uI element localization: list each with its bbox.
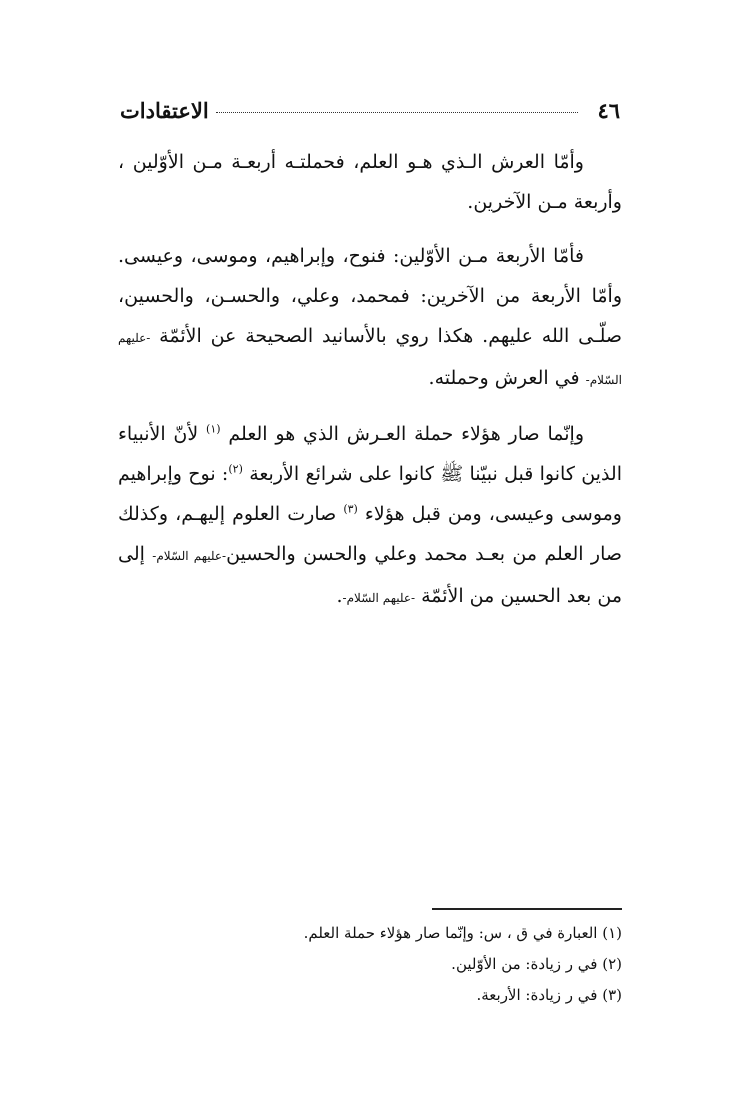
paragraph-3-text-c: كانوا على شرائع الأربعة [242, 463, 441, 485]
page-header [120, 96, 620, 132]
paragraph-2-text-b: في العرش وحملته. [428, 367, 586, 389]
paragraph-3-text-g: . [336, 585, 343, 607]
main-text [118, 142, 622, 632]
paragraph-3-text-d: : نوح وإبراهيم وموسى وعيسى، ومن قبل هؤلاء [118, 463, 622, 525]
paragraph-2 [118, 236, 622, 400]
paragraph-3-text-f: إلى من بعد الحسين من الأئمّة [118, 543, 622, 607]
footnote-separator [432, 908, 622, 910]
header-dotted-leader [216, 112, 578, 113]
footnote-ref-2[interactable]: (٢) [228, 462, 243, 476]
footnote-1: (١) العبارة في ق ، س: وإنّما صار هؤلاء حملة العلم. [303, 924, 622, 942]
paragraph-3-text-e: صارت العلوم إليهـم، وكذلك صار العلم من بعـد محمد وعلي والحسن والحسين [118, 503, 623, 565]
paragraph-3 [118, 414, 622, 618]
footnote-ref-1[interactable]: (١) [206, 422, 221, 436]
honorific-phrase: -عليهم السّلام- [118, 331, 622, 387]
salawat-ligature: ﷺ [440, 463, 464, 485]
running-title: الاعتقادات [120, 98, 209, 123]
paragraph-1 [118, 142, 622, 222]
footnote-2: (٢) في ر زيادة: من الأوّلين. [451, 955, 622, 973]
paragraph-3-text-a: وإنّما صار هؤلاء حملة العـرش الذي هو العلم [220, 423, 584, 445]
paragraph-3-text-b: لأنّ الأنبياء الذين كانوا قبل نبيّنا [118, 423, 622, 485]
footnote-ref-3[interactable]: (٣) [343, 502, 358, 516]
honorific-phrase: -عليهم السّلام- [152, 549, 227, 563]
footnotes [118, 918, 622, 1011]
honorific-phrase: -عليهم السّلام- [342, 591, 416, 605]
paragraph-1-text: وأمّا العرش الـذي هـو العلم، فحملتـه أربعـة مـن الأوّلين ، وأربعة مـن الآخرين. [118, 151, 622, 213]
footnote-3: (٣) في ر زيادة: الأربعة. [476, 986, 622, 1004]
page-number: ٤٦ [597, 98, 620, 123]
paragraph-2-text-a: فأمّا الأربعة مـن الأوّلين: فنوح، وإبراهيم، وموسى، وعيسى. وأمّا الأربعة من الآخرين: فمحمد، وعلي، والحسـن، والحسين، صلّـى الله عليهم. هكذا روي بالأسانيد الصحيحة عن الأئمّة [118, 245, 622, 347]
